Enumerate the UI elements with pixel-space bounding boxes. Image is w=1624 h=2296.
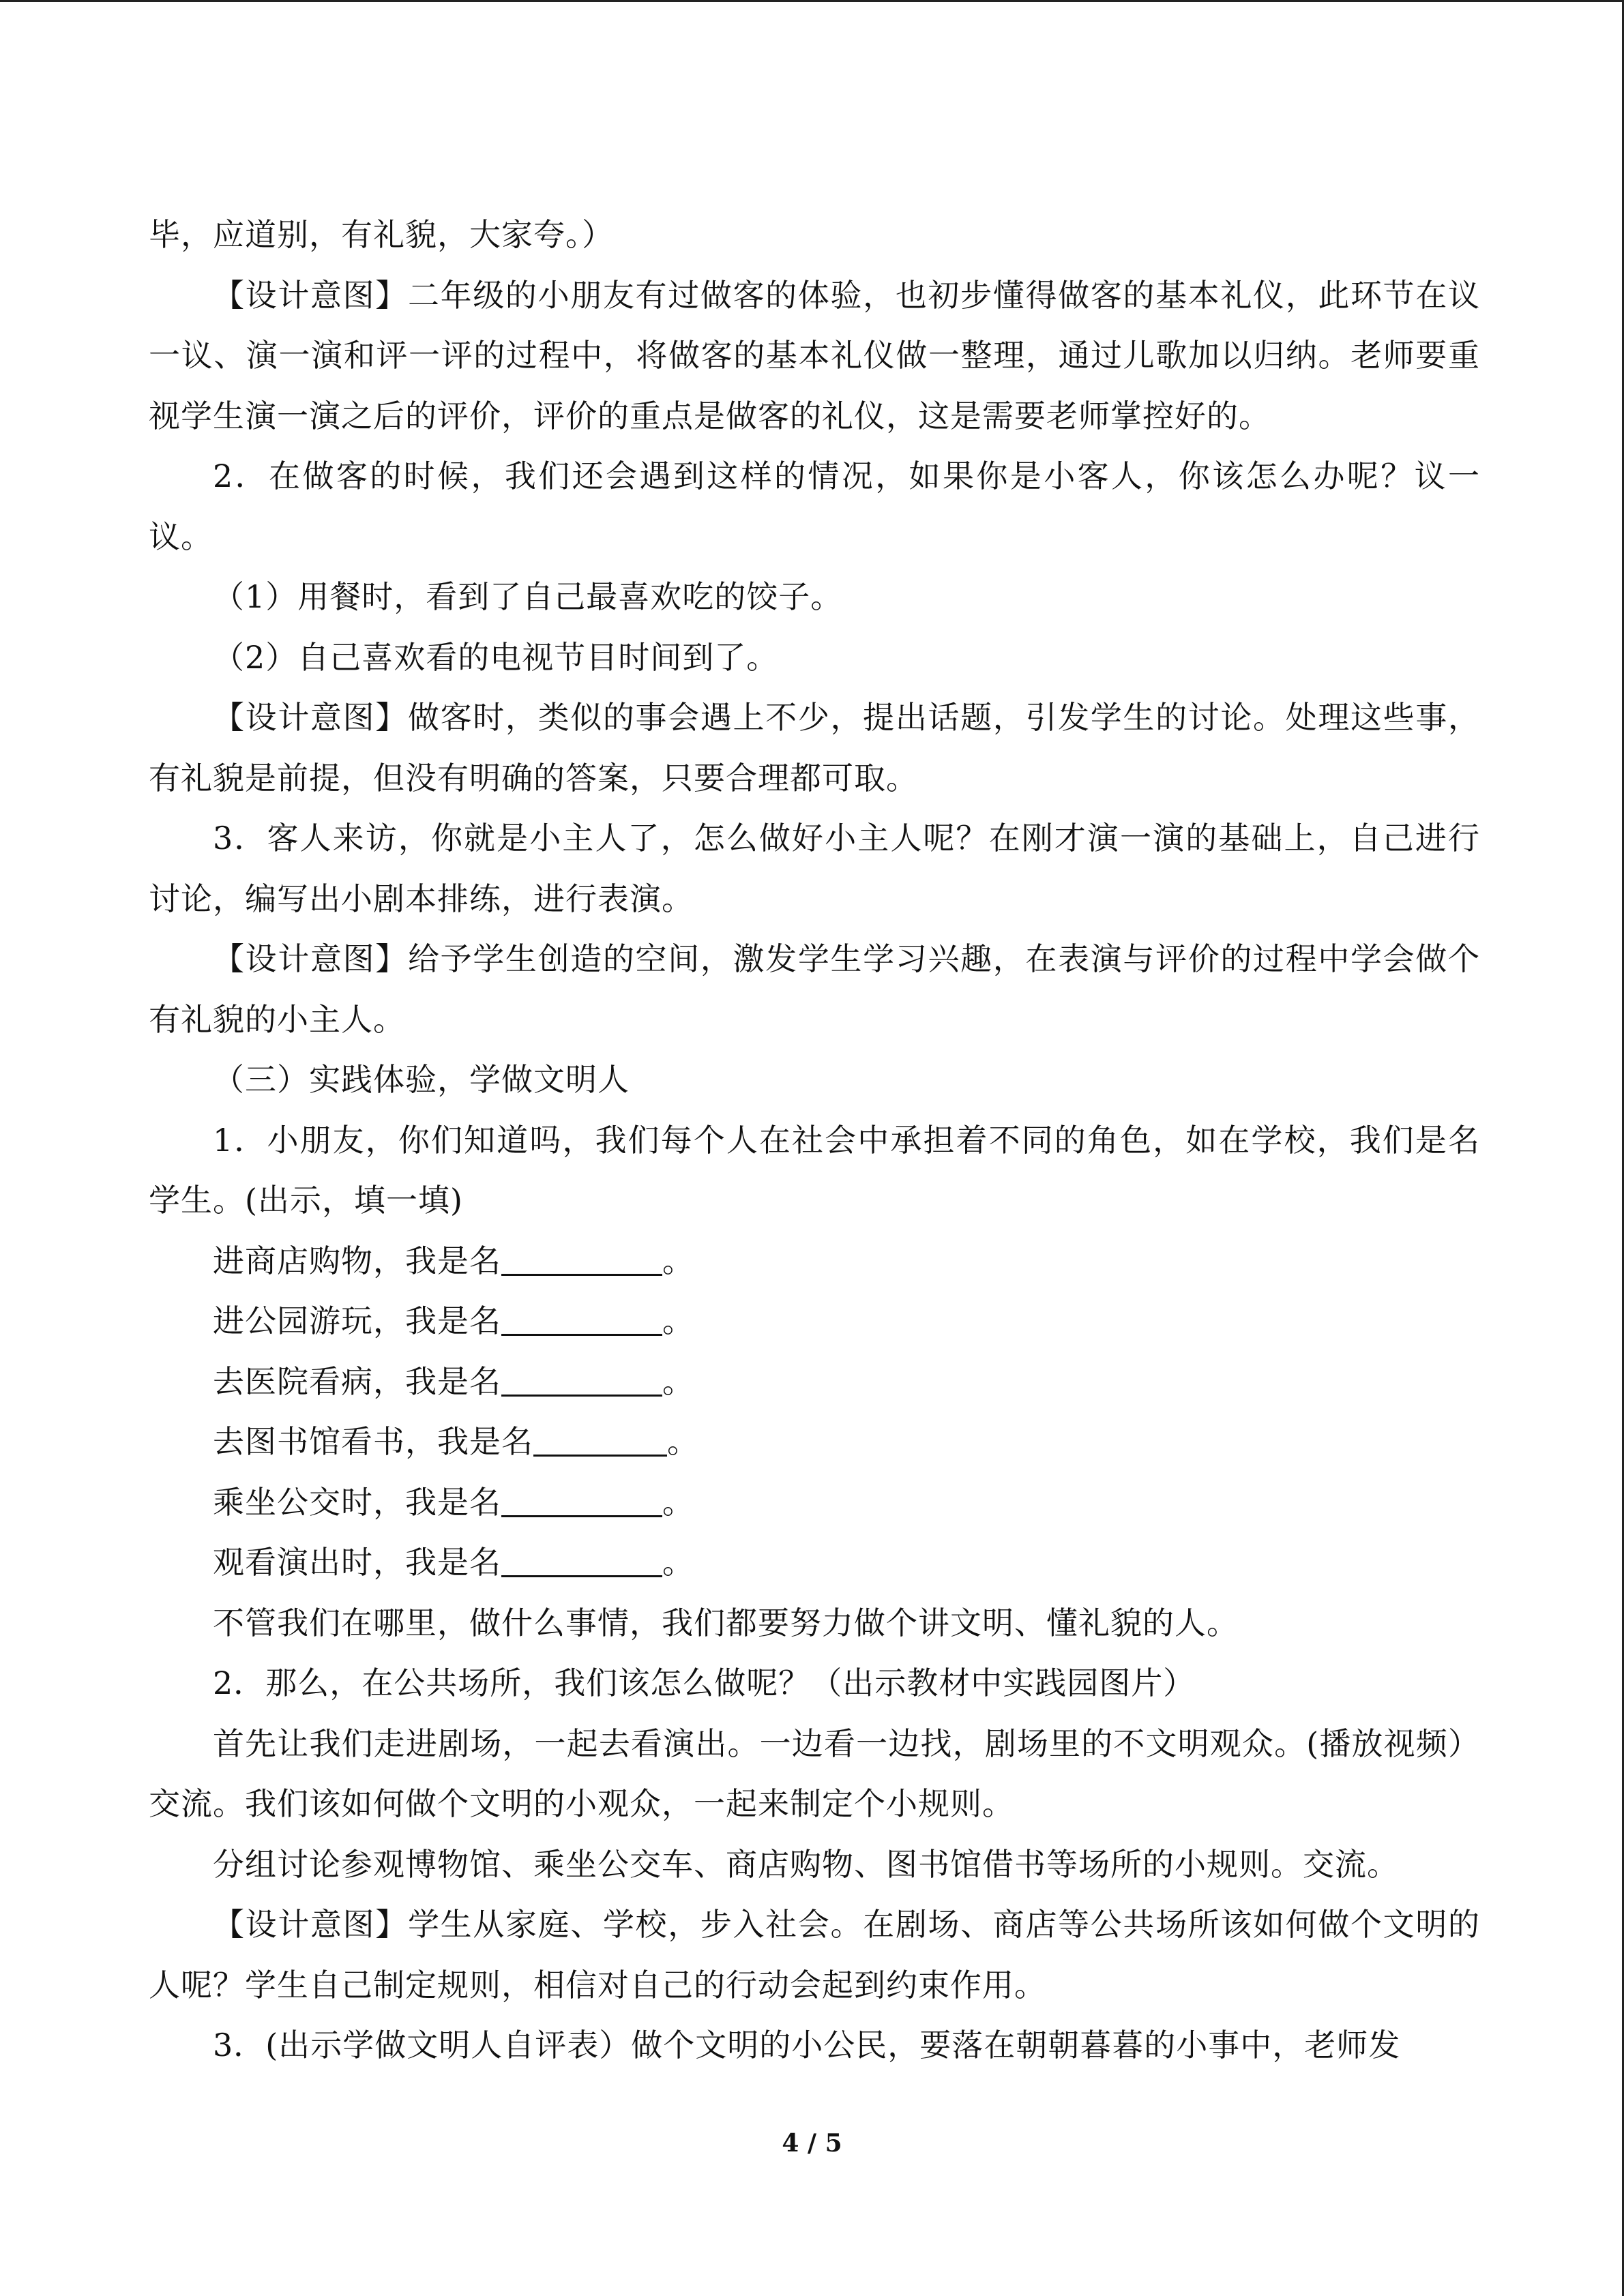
host-activity-paragraph: 3．客人来访，你就是小主人了，怎么做好小主人呢？在刚才演一演的基础上，自己进行讨论，编写出小剧本排练，进行表演。	[149, 820, 1480, 917]
discussion-paragraph: 2．在做客的时候，我们还会遇到这样的情况，如果你是小客人，你该怎么办呢？议一议。	[149, 458, 1480, 555]
fill-blank-end: 。	[667, 1423, 699, 1460]
fill-blank-prompt: 进公园游玩，我是名	[213, 1302, 501, 1339]
fill-blank-end: 。	[662, 1302, 694, 1339]
answer-blank[interactable]	[501, 1236, 662, 1276]
fill-blank-prompt: 去医院看病，我是名	[213, 1362, 501, 1400]
design-intent-paragraph: 【设计意图】做客时，类似的事会遇上不少，提出话题，引发学生的讨论。处理这些事，有礼貌是前提，但没有明确的答案，只要合理都可取。	[149, 699, 1480, 796]
fill-blank-end: 。	[662, 1544, 694, 1581]
fill-blank-line	[149, 1532, 1480, 1593]
page-top-border	[0, 0, 1624, 2]
answer-blank[interactable]	[501, 1477, 662, 1517]
fill-blank-prompt: 进商店购物，我是名	[213, 1242, 501, 1279]
scenario-item-1: （1）用餐时，看到了自己最喜欢吃的饺子。	[213, 578, 843, 615]
scenario-item-2: （2）自己喜欢看的电视节目时间到了。	[213, 638, 779, 676]
paragraph-continuation: 毕，应道别，有礼貌，大家夸。）	[149, 216, 614, 253]
self-evaluation-paragraph: 3．(出示学做文明人自评表）做个文明的小公民，要落在朝朝暮暮的小事中，老师发	[213, 2027, 1401, 2063]
design-intent-paragraph: 【设计意图】学生从家庭、学校，步入社会。在剧场、商店等公共场所该如何做个文明的人呢？学生自己制定规则，相信对自己的行动会起到约束作用。	[149, 1906, 1480, 2003]
group-discussion-paragraph: 分组讨论参观博物馆、乘坐公交车、商店购物、图书馆借书等场所的小规则。交流。	[213, 1845, 1399, 1883]
answer-blank[interactable]	[501, 1296, 662, 1336]
answer-blank[interactable]	[533, 1416, 667, 1457]
civility-paragraph: 不管我们在哪里，做什么事情，我们都要努力做个讲文明、懂礼貌的人。	[213, 1604, 1239, 1641]
fill-blank-line	[149, 1472, 1480, 1533]
fill-blank-line	[149, 1352, 1480, 1412]
public-places-paragraph: 2．那么，在公共场所，我们该怎么做呢？（出示教材中实践园图片）	[213, 1665, 1196, 1701]
document-body	[149, 205, 1480, 2076]
answer-blank[interactable]	[501, 1537, 662, 1577]
fill-blank-line	[149, 1412, 1480, 1472]
answer-blank[interactable]	[501, 1356, 662, 1397]
section-heading: （三）实践体验，学做文明人	[213, 1061, 630, 1098]
fill-blank-line	[149, 1291, 1480, 1352]
design-intent-paragraph: 【设计意图】给予学生创造的空间，激发学生学习兴趣，在表演与评价的过程中学会做个有礼貌的小主人。	[149, 940, 1480, 1038]
fill-blank-end: 。	[662, 1362, 694, 1400]
roles-paragraph: 1．小朋友，你们知道吗，我们每个人在社会中承担着不同的角色，如在学校，我们是名学生。(出示，填一填)	[149, 1121, 1480, 1219]
design-intent-paragraph: 【设计意图】二年级的小朋友有过做客的体验，也初步懂得做客的基本礼仪，此环节在议一议、演一演和评一评的过程中，将做客的基本礼仪做一整理，通过儿歌加以归纳。老师要重视学生演一演之后的评价，评价的重点是做客的礼仪，这是需要老师掌控好的。	[149, 276, 1480, 434]
fill-blank-end: 。	[662, 1483, 694, 1521]
fill-blank-prompt: 观看演出时，我是名	[213, 1544, 501, 1581]
fill-blank-end: 。	[662, 1242, 694, 1279]
fill-blank-prompt: 乘坐公交时，我是名	[213, 1483, 501, 1521]
fill-blank-prompt: 去图书馆看书，我是名	[213, 1423, 533, 1460]
page-number: 4 / 5	[782, 2129, 842, 2158]
fill-blank-line	[149, 1231, 1480, 1292]
theater-paragraph: 首先让我们走进剧场，一起去看演出。一边看一边找，剧场里的不文明观众。(播放视频）交流。我们该如何做个文明的小观众，一起来制定个小规则。	[149, 1725, 1480, 1822]
